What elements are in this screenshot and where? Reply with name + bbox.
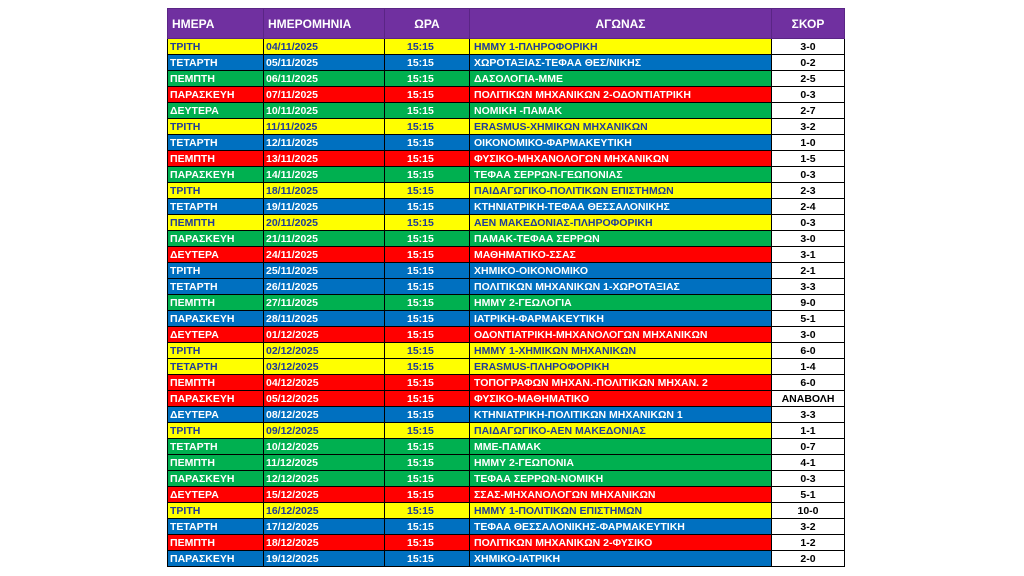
match-cell: ΚΤΗΝΙΑΤΡΙΚΗ-ΤΕΦΑΑ ΘΕΣΣΑΛΟΝΙΚΗΣ: [470, 199, 772, 215]
date-cell: 16/12/2025: [264, 503, 385, 519]
time-cell: 15:15: [385, 151, 470, 167]
score-cell: 1-1: [772, 423, 845, 439]
day-cell: ΤΕΤΑΡΤΗ: [168, 135, 264, 151]
table-row: [168, 87, 845, 103]
time-cell: 15:15: [385, 455, 470, 471]
score-cell: 0-7: [772, 439, 845, 455]
day-cell: ΤΕΤΑΡΤΗ: [168, 199, 264, 215]
match-cell: ΠΟΛΙΤΙΚΩΝ ΜΗΧΑΝΙΚΩΝ 2-ΦΥΣΙΚΟ: [470, 535, 772, 551]
time-cell: 15:15: [385, 119, 470, 135]
match-cell: ΤΟΠΟΓΡΑΦΩΝ ΜΗΧΑΝ.-ΠΟΛΙΤΙΚΩΝ ΜΗΧΑΝ. 2: [470, 375, 772, 391]
date-cell: 01/12/2025: [264, 327, 385, 343]
day-cell: ΠΕΜΠΤΗ: [168, 71, 264, 87]
score-cell: 3-2: [772, 519, 845, 535]
table-row: [168, 407, 845, 423]
score-cell: 0-3: [772, 215, 845, 231]
table-row: [168, 487, 845, 503]
date-cell: 09/12/2025: [264, 423, 385, 439]
match-cell: ΠΟΛΙΤΙΚΩΝ ΜΗΧΑΝΙΚΩΝ 2-ΟΔΟΝΤΙΑΤΡΙΚΗ: [470, 87, 772, 103]
time-cell: 15:15: [385, 375, 470, 391]
day-cell: ΔΕΥΤΕΡΑ: [168, 327, 264, 343]
day-cell: ΠΑΡΑΣΚΕΥΗ: [168, 167, 264, 183]
score-cell: 4-1: [772, 455, 845, 471]
date-cell: 18/11/2025: [264, 183, 385, 199]
table-row: [168, 455, 845, 471]
header-match: ΑΓΩΝΑΣ: [470, 9, 772, 39]
date-cell: 12/11/2025: [264, 135, 385, 151]
day-cell: ΔΕΥΤΕΡΑ: [168, 247, 264, 263]
score-cell: 2-7: [772, 103, 845, 119]
match-cell: ΠΑΙΔΑΓΩΓΙΚΟ-ΠΟΛΙΤΙΚΩΝ ΕΠΙΣΤΗΜΩΝ: [470, 183, 772, 199]
date-cell: 12/12/2025: [264, 471, 385, 487]
time-cell: 15:15: [385, 487, 470, 503]
score-cell: 1-5: [772, 151, 845, 167]
table-row: [168, 295, 845, 311]
score-cell: 2-4: [772, 199, 845, 215]
match-cell: ΚΤΗΝΙΑΤΡΙΚΗ-ΠΟΛΙΤΙΚΩΝ ΜΗΧΑΝΙΚΩΝ 1: [470, 407, 772, 423]
date-cell: 06/11/2025: [264, 71, 385, 87]
day-cell: ΤΡΙΤΗ: [168, 119, 264, 135]
match-cell: ΗΜΜΥ 1-ΠΛΗΡΟΦΟΡΙΚΗ: [470, 39, 772, 55]
score-cell: 0-3: [772, 167, 845, 183]
date-cell: 24/11/2025: [264, 247, 385, 263]
day-cell: ΤΕΤΑΡΤΗ: [168, 359, 264, 375]
table-row: [168, 263, 845, 279]
header-date: ΗΜΕΡΟΜΗΝΙΑ: [264, 9, 385, 39]
date-cell: 18/12/2025: [264, 535, 385, 551]
date-cell: 28/11/2025: [264, 311, 385, 327]
table-row: [168, 39, 845, 55]
table-row: [168, 71, 845, 87]
date-cell: 05/11/2025: [264, 55, 385, 71]
score-cell: 0-3: [772, 471, 845, 487]
table-row: [168, 247, 845, 263]
date-cell: 10/11/2025: [264, 103, 385, 119]
table-row: [168, 231, 845, 247]
table-row: [168, 327, 845, 343]
match-cell: ΧΩΡΟΤΑΞΙΑΣ-ΤΕΦΑΑ ΘΕΣ/ΝΙΚΗΣ: [470, 55, 772, 71]
score-cell: 3-3: [772, 407, 845, 423]
score-cell: 3-3: [772, 279, 845, 295]
score-cell: 2-5: [772, 71, 845, 87]
table-row: [168, 183, 845, 199]
header-row: [168, 9, 845, 39]
day-cell: ΠΕΜΠΤΗ: [168, 535, 264, 551]
match-cell: ΙΑΤΡΙΚΗ-ΦΑΡΜΑΚΕΥΤΙΚΗ: [470, 311, 772, 327]
match-cell: ΜΑΘΗΜΑΤΙΚΟ-ΣΣΑΣ: [470, 247, 772, 263]
date-cell: 13/11/2025: [264, 151, 385, 167]
match-cell: ΗΜΜΥ 1-ΠΟΛΙΤΙΚΩΝ ΕΠΙΣΤΗΜΩΝ: [470, 503, 772, 519]
day-cell: ΠΑΡΑΣΚΕΥΗ: [168, 391, 264, 407]
day-cell: ΠΕΜΠΤΗ: [168, 375, 264, 391]
score-cell: 1-2: [772, 535, 845, 551]
time-cell: 15:15: [385, 311, 470, 327]
table-row: [168, 279, 845, 295]
date-cell: 04/11/2025: [264, 39, 385, 55]
date-cell: 15/12/2025: [264, 487, 385, 503]
time-cell: 15:15: [385, 391, 470, 407]
day-cell: ΤΡΙΤΗ: [168, 39, 264, 55]
table-row: [168, 199, 845, 215]
day-cell: ΤΕΤΑΡΤΗ: [168, 55, 264, 71]
table-row: [168, 151, 845, 167]
score-cell: 1-4: [772, 359, 845, 375]
table-row: [168, 423, 845, 439]
match-cell: ΝΟΜΙΚΗ -ΠΑΜΑΚ: [470, 103, 772, 119]
table-row: [168, 167, 845, 183]
table-row: [168, 535, 845, 551]
match-cell: ΗΜΜΥ 1-ΧΗΜΙΚΩΝ ΜΗΧΑΝΙΚΩΝ: [470, 343, 772, 359]
table-row: [168, 375, 845, 391]
score-cell: 6-0: [772, 343, 845, 359]
date-cell: 11/12/2025: [264, 455, 385, 471]
time-cell: 15:15: [385, 407, 470, 423]
header-score: ΣΚΟΡ: [772, 9, 845, 39]
match-cell: ΠΑΙΔΑΓΩΓΙΚΟ-ΑΕΝ ΜΑΚΕΔΟΝΙΑΣ: [470, 423, 772, 439]
match-cell: ΦΥΣΙΚΟ-ΜΑΘΗΜΑΤΙΚΟ: [470, 391, 772, 407]
date-cell: 27/11/2025: [264, 295, 385, 311]
date-cell: 19/12/2025: [264, 551, 385, 567]
time-cell: 15:15: [385, 423, 470, 439]
day-cell: ΤΡΙΤΗ: [168, 503, 264, 519]
time-cell: 15:15: [385, 359, 470, 375]
match-cell: ΧΗΜΙΚΟ-ΙΑΤΡΙΚΗ: [470, 551, 772, 567]
match-cell: ΗΜΜΥ 2-ΓΕΩΠΟΝΙΑ: [470, 455, 772, 471]
schedule-body: [168, 39, 845, 567]
header-day: ΗΜΕΡΑ: [168, 9, 264, 39]
date-cell: 14/11/2025: [264, 167, 385, 183]
table-row: [168, 103, 845, 119]
day-cell: ΠΑΡΑΣΚΕΥΗ: [168, 551, 264, 567]
score-cell: 0-3: [772, 87, 845, 103]
day-cell: ΤΡΙΤΗ: [168, 343, 264, 359]
date-cell: 17/12/2025: [264, 519, 385, 535]
table-row: [168, 503, 845, 519]
time-cell: 15:15: [385, 135, 470, 151]
time-cell: 15:15: [385, 167, 470, 183]
match-cell: ΗΜΜΥ 2-ΓΕΩΛΟΓΙΑ: [470, 295, 772, 311]
date-cell: 10/12/2025: [264, 439, 385, 455]
date-cell: 19/11/2025: [264, 199, 385, 215]
day-cell: ΔΕΥΤΕΡΑ: [168, 407, 264, 423]
score-cell: 5-1: [772, 311, 845, 327]
day-cell: ΤΡΙΤΗ: [168, 423, 264, 439]
day-cell: ΤΕΤΑΡΤΗ: [168, 439, 264, 455]
table-row: [168, 311, 845, 327]
time-cell: 15:15: [385, 55, 470, 71]
time-cell: 15:15: [385, 39, 470, 55]
time-cell: 15:15: [385, 439, 470, 455]
table-row: [168, 55, 845, 71]
score-cell: 9-0: [772, 295, 845, 311]
table-row: [168, 359, 845, 375]
time-cell: 15:15: [385, 71, 470, 87]
match-cell: ERASMUS-ΠΛΗΡΟΦΟΡΙΚΗ: [470, 359, 772, 375]
table-row: [168, 119, 845, 135]
day-cell: ΠΑΡΑΣΚΕΥΗ: [168, 471, 264, 487]
match-cell: ΑΕΝ ΜΑΚΕΔΟΝΙΑΣ-ΠΛΗΡΟΦΟΡΙΚΗ: [470, 215, 772, 231]
day-cell: ΠΑΡΑΣΚΕΥΗ: [168, 231, 264, 247]
score-cell: 6-0: [772, 375, 845, 391]
date-cell: 07/11/2025: [264, 87, 385, 103]
time-cell: 15:15: [385, 503, 470, 519]
table-row: [168, 519, 845, 535]
match-cell: ΔΑΣΟΛΟΓΙΑ-ΜΜΕ: [470, 71, 772, 87]
match-cell: ΟΔΟΝΤΙΑΤΡΙΚΗ-ΜΗΧΑΝΟΛΟΓΩΝ ΜΗΧΑΝΙΚΩΝ: [470, 327, 772, 343]
date-cell: 20/11/2025: [264, 215, 385, 231]
header-time: ΩΡΑ: [385, 9, 470, 39]
time-cell: 15:15: [385, 87, 470, 103]
score-cell: 10-0: [772, 503, 845, 519]
date-cell: 11/11/2025: [264, 119, 385, 135]
table-row: [168, 215, 845, 231]
time-cell: 15:15: [385, 247, 470, 263]
day-cell: ΔΕΥΤΕΡΑ: [168, 103, 264, 119]
day-cell: ΔΕΥΤΕΡΑ: [168, 487, 264, 503]
day-cell: ΤΕΤΑΡΤΗ: [168, 519, 264, 535]
time-cell: 15:15: [385, 535, 470, 551]
schedule-table: [167, 8, 845, 567]
date-cell: 02/12/2025: [264, 343, 385, 359]
match-cell: ΦΥΣΙΚΟ-ΜΗΧΑΝΟΛΟΓΩΝ ΜΗΧΑΝΙΚΩΝ: [470, 151, 772, 167]
match-cell: ΣΣΑΣ-ΜΗΧΑΝΟΛΟΓΩΝ ΜΗΧΑΝΙΚΩΝ: [470, 487, 772, 503]
date-cell: 05/12/2025: [264, 391, 385, 407]
time-cell: 15:15: [385, 343, 470, 359]
day-cell: ΠΕΜΠΤΗ: [168, 455, 264, 471]
score-cell: 3-0: [772, 327, 845, 343]
score-cell: 2-1: [772, 263, 845, 279]
score-cell: 2-3: [772, 183, 845, 199]
date-cell: 26/11/2025: [264, 279, 385, 295]
time-cell: 15:15: [385, 231, 470, 247]
day-cell: ΠΑΡΑΣΚΕΥΗ: [168, 311, 264, 327]
day-cell: ΠΕΜΠΤΗ: [168, 295, 264, 311]
date-cell: 08/12/2025: [264, 407, 385, 423]
match-cell: ΤΕΦΑΑ ΣΕΡΡΩΝ-ΓΕΩΠΟΝΙΑΣ: [470, 167, 772, 183]
date-cell: 25/11/2025: [264, 263, 385, 279]
day-cell: ΠΕΜΠΤΗ: [168, 151, 264, 167]
day-cell: ΠΑΡΑΣΚΕΥΗ: [168, 87, 264, 103]
match-cell: ΟΙΚΟΝΟΜΙΚΟ-ΦΑΡΜΑΚΕΥΤΙΚΗ: [470, 135, 772, 151]
score-cell: ΑΝΑΒΟΛΗ: [772, 391, 845, 407]
time-cell: 15:15: [385, 327, 470, 343]
day-cell: ΤΡΙΤΗ: [168, 263, 264, 279]
time-cell: 15:15: [385, 215, 470, 231]
match-cell: ΤΕΦΑΑ ΣΕΡΡΩΝ-ΝΟΜΙΚΗ: [470, 471, 772, 487]
table-row: [168, 391, 845, 407]
match-cell: ΧΗΜΙΚΟ-ΟΙΚΟΝΟΜΙΚΟ: [470, 263, 772, 279]
table-row: [168, 135, 845, 151]
score-cell: 2-0: [772, 551, 845, 567]
score-cell: 0-2: [772, 55, 845, 71]
date-cell: 21/11/2025: [264, 231, 385, 247]
time-cell: 15:15: [385, 551, 470, 567]
day-cell: ΤΡΙΤΗ: [168, 183, 264, 199]
time-cell: 15:15: [385, 183, 470, 199]
match-cell: ERASMUS-ΧΗΜΙΚΩΝ ΜΗΧΑΝΙΚΩΝ: [470, 119, 772, 135]
table-row: [168, 551, 845, 567]
time-cell: 15:15: [385, 103, 470, 119]
score-cell: 3-1: [772, 247, 845, 263]
table-row: [168, 471, 845, 487]
table-row: [168, 343, 845, 359]
score-cell: 5-1: [772, 487, 845, 503]
score-cell: 3-0: [772, 39, 845, 55]
day-cell: ΠΕΜΠΤΗ: [168, 215, 264, 231]
match-cell: ΤΕΦΑΑ ΘΕΣΣΑΛΟΝΙΚΗΣ-ΦΑΡΜΑΚΕΥΤΙΚΗ: [470, 519, 772, 535]
match-cell: ΠΟΛΙΤΙΚΩΝ ΜΗΧΑΝΙΚΩΝ 1-ΧΩΡΟΤΑΞΙΑΣ: [470, 279, 772, 295]
date-cell: 03/12/2025: [264, 359, 385, 375]
table-row: [168, 439, 845, 455]
time-cell: 15:15: [385, 199, 470, 215]
time-cell: 15:15: [385, 263, 470, 279]
score-cell: 1-0: [772, 135, 845, 151]
time-cell: 15:15: [385, 279, 470, 295]
match-cell: ΜΜΕ-ΠΑΜΑΚ: [470, 439, 772, 455]
time-cell: 15:15: [385, 519, 470, 535]
score-cell: 3-0: [772, 231, 845, 247]
time-cell: 15:15: [385, 295, 470, 311]
time-cell: 15:15: [385, 471, 470, 487]
score-cell: 3-2: [772, 119, 845, 135]
date-cell: 04/12/2025: [264, 375, 385, 391]
day-cell: ΤΕΤΑΡΤΗ: [168, 279, 264, 295]
match-cell: ΠΑΜΑΚ-ΤΕΦΑΑ ΣΕΡΡΩΝ: [470, 231, 772, 247]
